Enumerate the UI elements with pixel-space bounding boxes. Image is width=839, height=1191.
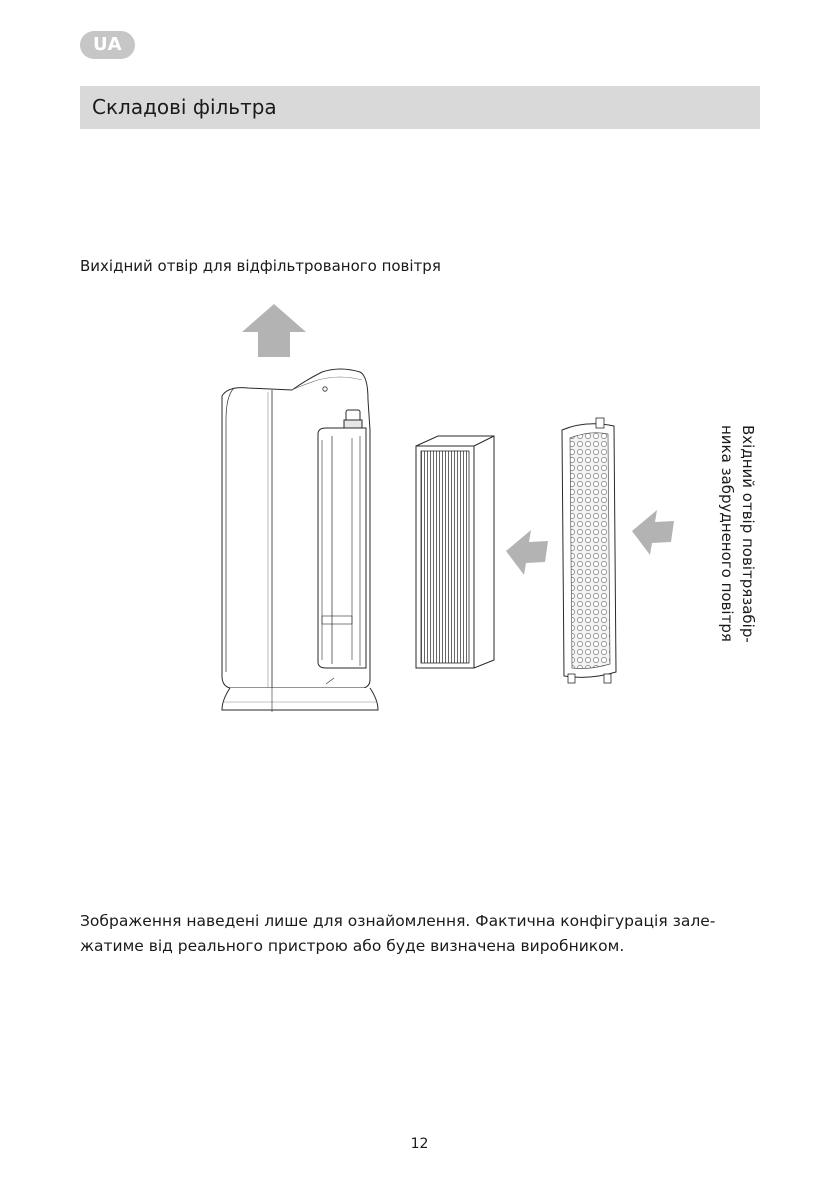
purifier-body bbox=[222, 369, 378, 712]
inlet-label-line1: Вхідний отвір повітрязабір- bbox=[739, 425, 757, 643]
note-line-2: жатиме від реального пристрою або буде визначена виробником. bbox=[80, 937, 625, 955]
inlet-label-line2: ника забрудненого повітря bbox=[718, 425, 736, 642]
section-title: Складові фільтра bbox=[92, 95, 277, 119]
intake-arrow-icon bbox=[632, 510, 674, 555]
hepa-filter bbox=[416, 436, 494, 668]
page-number: 12 bbox=[410, 1136, 429, 1152]
note-line-1: Зображення наведені лише для ознайомлення. Фактична конфігурація зале- bbox=[80, 912, 716, 930]
inlet-label bbox=[716, 425, 758, 665]
disclaimer-note bbox=[80, 909, 760, 959]
language-badge: UA bbox=[80, 31, 135, 59]
flow-arrow-icon bbox=[506, 530, 548, 575]
pre-filter bbox=[562, 418, 616, 683]
outlet-label: Вихідний отвір для відфільтрованого повітря bbox=[80, 257, 441, 275]
outlet-arrow-icon bbox=[242, 304, 306, 357]
